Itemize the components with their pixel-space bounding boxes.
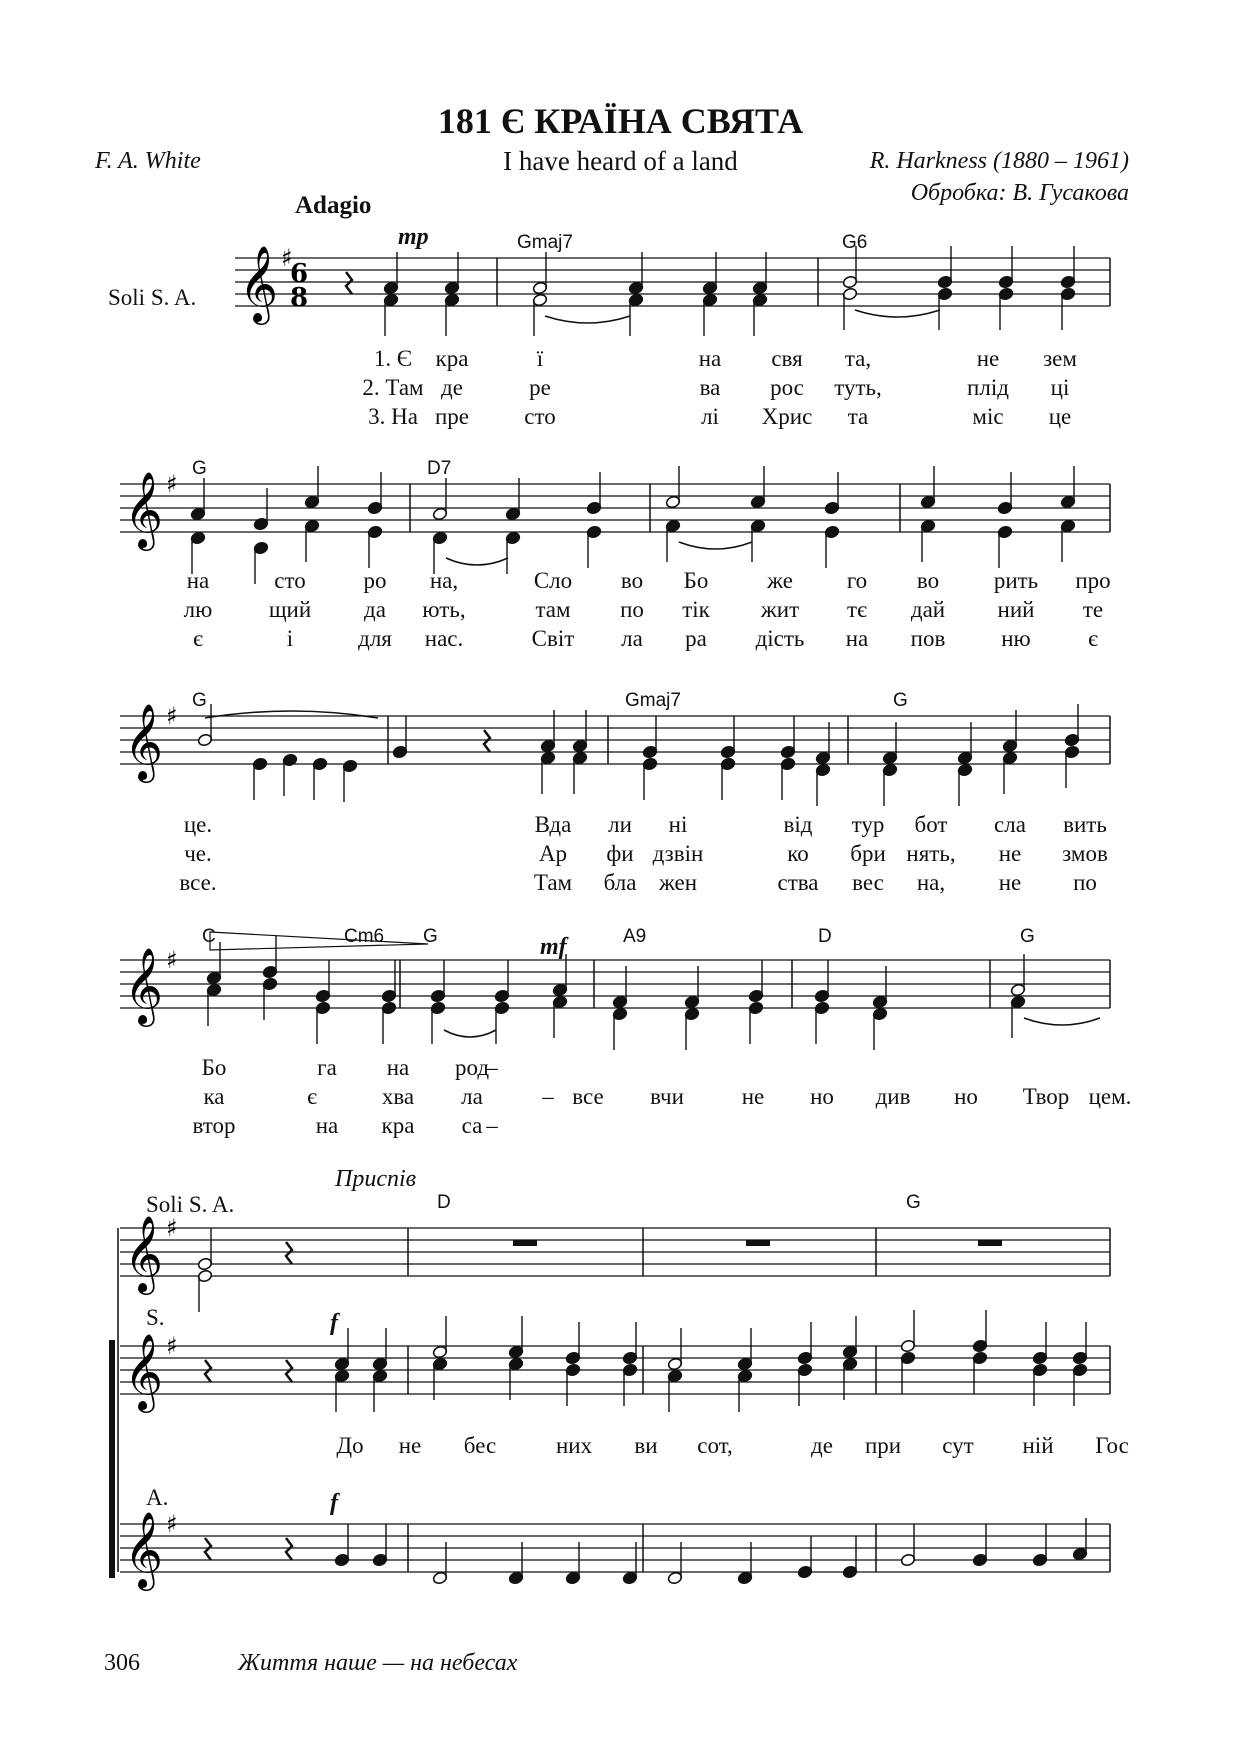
lyric-syllable: і [286, 626, 294, 651]
lyric-syllable: жит [760, 597, 800, 622]
tie [679, 542, 752, 549]
lyric-syllable: про [1075, 568, 1111, 593]
tie [444, 1030, 496, 1037]
hymn-title: 181 Є КРАЇНА СВЯТА [437, 101, 804, 141]
lyric-syllable: на, [916, 870, 946, 895]
lyric-syllable: не [998, 841, 1022, 866]
lyric-syllable: плід [967, 375, 1009, 400]
lyric-syllable: є [307, 1084, 317, 1109]
key-signature-sharp: ♯ [166, 1510, 178, 1538]
treble-clef: 𝄞 [124, 703, 164, 780]
lyric-syllable: вчи [650, 1084, 684, 1109]
lyric-syllable: Світ [531, 626, 575, 651]
lyric-syllable: це. [183, 812, 213, 837]
lyricist: F. A. White [95, 148, 201, 174]
lyric-syllable: є [193, 626, 203, 651]
lyric-syllable: цем. [1088, 1084, 1132, 1109]
lyric-syllable: ці [1050, 375, 1070, 400]
lyric-syllable: бла [603, 870, 637, 895]
lyric-syllable: го [846, 568, 868, 593]
lyric-syllable: ко [787, 841, 809, 866]
lyric-syllable: те [1082, 597, 1104, 622]
lyric-syllable: не [998, 870, 1022, 895]
chord-symbol: G [906, 1192, 921, 1213]
treble-clef: 𝄞 [124, 1333, 164, 1410]
page-number: 306 [104, 1650, 140, 1676]
chord-symbol: G [192, 690, 207, 711]
tie [855, 310, 940, 317]
rest [205, 1360, 211, 1382]
chord-symbol: Gmaj7 [517, 232, 573, 253]
chord-symbol: D7 [427, 458, 452, 479]
lyric-syllable: не [398, 1433, 422, 1458]
lyric-syllable: на [186, 568, 210, 593]
lyric-syllable: Бо [201, 1055, 227, 1080]
rest [205, 1538, 211, 1560]
rest [286, 1538, 292, 1560]
lyric-syllable: Твор [1022, 1084, 1070, 1109]
lyric-syllable: фи [606, 841, 634, 866]
lyric-syllable: вить [1063, 812, 1107, 837]
treble-clef: 𝄞 [124, 1215, 164, 1292]
lyric-syllable: тє [847, 597, 867, 622]
lyric-syllable: ра [685, 626, 707, 651]
lyric-syllable: Вда [534, 812, 572, 837]
lyric-syllable: на [315, 1113, 339, 1138]
lyric-syllable: змов [1062, 841, 1108, 866]
lyric-syllable: свя [771, 346, 803, 371]
lyric-syllable: де [811, 1433, 833, 1458]
dynamic-f-alto: f [330, 1490, 338, 1516]
lyric-syllable: лю [183, 597, 213, 622]
arranger: Обробка: В. Гусакова [910, 180, 1129, 206]
lyric-syllable: ню [1001, 626, 1031, 651]
lyric-syllable: – [486, 1055, 498, 1080]
lyric-syllable: Хрис [761, 404, 813, 429]
lyric-syllable: дай [910, 597, 946, 622]
lyric-syllable: хва [381, 1084, 415, 1109]
lyric-syllable: Сло [533, 568, 573, 593]
lyric-syllable: 3. На [368, 404, 418, 429]
rest [346, 272, 352, 294]
lyric-syllable: Гос [1095, 1433, 1129, 1458]
lyric-syllable: До [336, 1433, 364, 1458]
rest [286, 1360, 292, 1382]
lyric-syllable: все [572, 1084, 604, 1109]
lyric-syllable: ї [536, 346, 544, 371]
lyric-syllable: тур [851, 812, 885, 837]
whole-rest [513, 1240, 537, 1246]
lyric-syllable: пре [434, 404, 470, 429]
lyric-syllable: де [441, 375, 463, 400]
lyric-syllable: ре [529, 375, 551, 400]
lyric-syllable: сла [994, 812, 1026, 837]
lyric-syllable: ро [363, 568, 387, 593]
rest [286, 1242, 292, 1264]
key-signature-sharp: ♯ [166, 1332, 178, 1360]
tie [545, 316, 630, 323]
lyric-syllable: та, [844, 346, 872, 371]
part-label-soli-top: Soli S. A. [146, 1192, 235, 1217]
lyric-syllable: во [916, 568, 940, 593]
lyric-syllable: во [620, 568, 644, 593]
lyric-syllable: дзвін [652, 841, 704, 866]
treble-clef: 𝄞 [124, 947, 164, 1024]
chord-symbol: Cm6 [344, 926, 385, 947]
whole-rest [746, 1240, 770, 1246]
lyric-syllable: для [358, 626, 392, 651]
lyric-syllable: бес [463, 1433, 497, 1458]
lyric-syllable: нять, [906, 841, 956, 866]
lyric-syllable: ють, [422, 597, 466, 622]
lyric-syllable: 2. Там [362, 375, 424, 400]
lyric-syllable: род [454, 1055, 490, 1080]
lyric-syllable: но [954, 1084, 978, 1109]
whole-rest [978, 1240, 1002, 1246]
lyric-syllable: 1. Є [373, 346, 413, 371]
lyric-syllable: по [1073, 870, 1097, 895]
lyric-syllable: сто [524, 404, 556, 429]
tie [1024, 1018, 1100, 1025]
lyric-syllable: втор [192, 1113, 236, 1138]
lyric-syllable: це [1048, 404, 1072, 429]
lyric-syllable: все. [179, 870, 217, 895]
lyric-syllable: Ар [538, 841, 568, 866]
lyric-syllable: див [875, 1084, 911, 1109]
lyric-syllable: по [620, 597, 644, 622]
lyric-syllable: зем [1043, 346, 1077, 371]
refrain-label: Приспів [335, 1166, 417, 1192]
lyric-syllable: но [810, 1084, 834, 1109]
lyric-syllable: бри [850, 841, 886, 866]
lyric-syllable: жен [658, 870, 698, 895]
lyric-syllable: там [535, 597, 571, 622]
hairpin-decrescendo [210, 932, 428, 950]
time-signature-bottom: 8 [290, 283, 309, 313]
tie [205, 711, 378, 718]
part-label-soli: Soli S. A. [108, 285, 197, 310]
lyric-syllable: ка [203, 1084, 225, 1109]
lyric-syllable: сут [942, 1433, 974, 1458]
treble-clef: 𝄞 [239, 245, 279, 322]
lyric-syllable: дість [755, 626, 805, 651]
lyric-syllable: же [767, 568, 793, 593]
lyric-syllable: лі [701, 404, 719, 429]
lyric-syllable: ній [1022, 1433, 1054, 1458]
lyric-syllable: ла [461, 1084, 483, 1109]
lyric-syllable: ні [668, 812, 688, 837]
lyric-syllable: та [847, 404, 869, 429]
lyric-syllable: на, [429, 568, 459, 593]
lyric-syllable: да [364, 597, 386, 622]
composer: R. Harkness (1880 – 1961) [869, 148, 1129, 174]
lyric-syllable: не [741, 1084, 765, 1109]
lyric-syllable: щий [268, 597, 312, 622]
treble-clef: 𝄞 [124, 1511, 164, 1588]
lyric-syllable: ла [621, 626, 643, 651]
lyric-syllable: тік [682, 597, 710, 622]
rest [484, 730, 490, 752]
lyric-syllable: на [698, 346, 722, 371]
lyric-syllable: – [542, 1084, 554, 1109]
chord-symbol: Gmaj7 [625, 690, 681, 711]
chord-symbol: G6 [842, 232, 868, 253]
lyric-syllable: ва [699, 375, 721, 400]
lyric-syllable: сто [274, 568, 306, 593]
chord-symbol: C [202, 926, 216, 947]
key-signature-sharp: ♯ [166, 946, 178, 974]
lyric-syllable: бот [914, 812, 948, 837]
book-title: Життя наше — на небесах [238, 1650, 518, 1676]
lyric-syllable: на [845, 626, 869, 651]
dynamic-f-soprano: f [330, 1310, 338, 1336]
key-signature-sharp: ♯ [166, 1214, 178, 1242]
lyric-syllable: від [783, 812, 813, 837]
chord-symbol: G [893, 690, 908, 711]
lyric-syllable: рос [770, 375, 804, 400]
lyric-syllable: кра [381, 1113, 415, 1138]
lyric-syllable: Бо [683, 568, 709, 593]
lyric-syllable: нас. [424, 626, 464, 651]
lyric-syllable: туть, [834, 375, 882, 400]
lyric-syllable: сот, [697, 1433, 733, 1458]
part-label-alto: A. [146, 1485, 169, 1510]
chord-symbol: A9 [623, 926, 647, 947]
lyric-syllable: – [486, 1113, 498, 1138]
key-signature-sharp: ♯ [166, 470, 178, 498]
lyric-syllable: ства [777, 870, 819, 895]
hymn-subtitle: I have heard of a land [503, 146, 738, 176]
lyric-syllable: че. [184, 841, 212, 866]
chord-symbol: G [423, 926, 438, 947]
dynamic-mp: mp [398, 224, 429, 250]
lyric-syllable: Там [533, 870, 573, 895]
chord-symbol: G [192, 458, 207, 479]
lyric-syllable: не [976, 346, 1000, 371]
lyric-syllable: ний [997, 597, 1035, 622]
treble-clef: 𝄞 [124, 471, 164, 548]
lyric-syllable: при [864, 1433, 902, 1458]
tie [446, 558, 508, 565]
part-label-soprano: S. [146, 1305, 165, 1330]
lyric-syllable: вес [852, 870, 884, 895]
lyric-syllable: ли [608, 812, 632, 837]
lyric-syllable: рить [993, 568, 1039, 593]
dynamic-mf: mf [540, 934, 567, 960]
chord-symbol: G [1020, 926, 1035, 947]
lyric-syllable: є [1088, 626, 1098, 651]
tempo-marking: Adagio [295, 192, 372, 219]
lyric-syllable: пов [910, 626, 946, 651]
lyric-syllable: ви [634, 1433, 658, 1458]
chord-symbol: D [818, 926, 832, 947]
lyric-syllable: са [461, 1113, 483, 1138]
key-signature-sharp: ♯ [281, 244, 293, 272]
lyric-syllable: міс [972, 404, 1004, 429]
lyric-syllable: них [555, 1433, 593, 1458]
key-signature-sharp: ♯ [166, 702, 178, 730]
lyric-syllable: на [386, 1055, 410, 1080]
lyric-syllable: га [317, 1055, 337, 1080]
chord-symbol: D [437, 1192, 451, 1213]
lyric-syllable: кра [435, 346, 469, 371]
time-signature-top: 6 [290, 259, 309, 289]
